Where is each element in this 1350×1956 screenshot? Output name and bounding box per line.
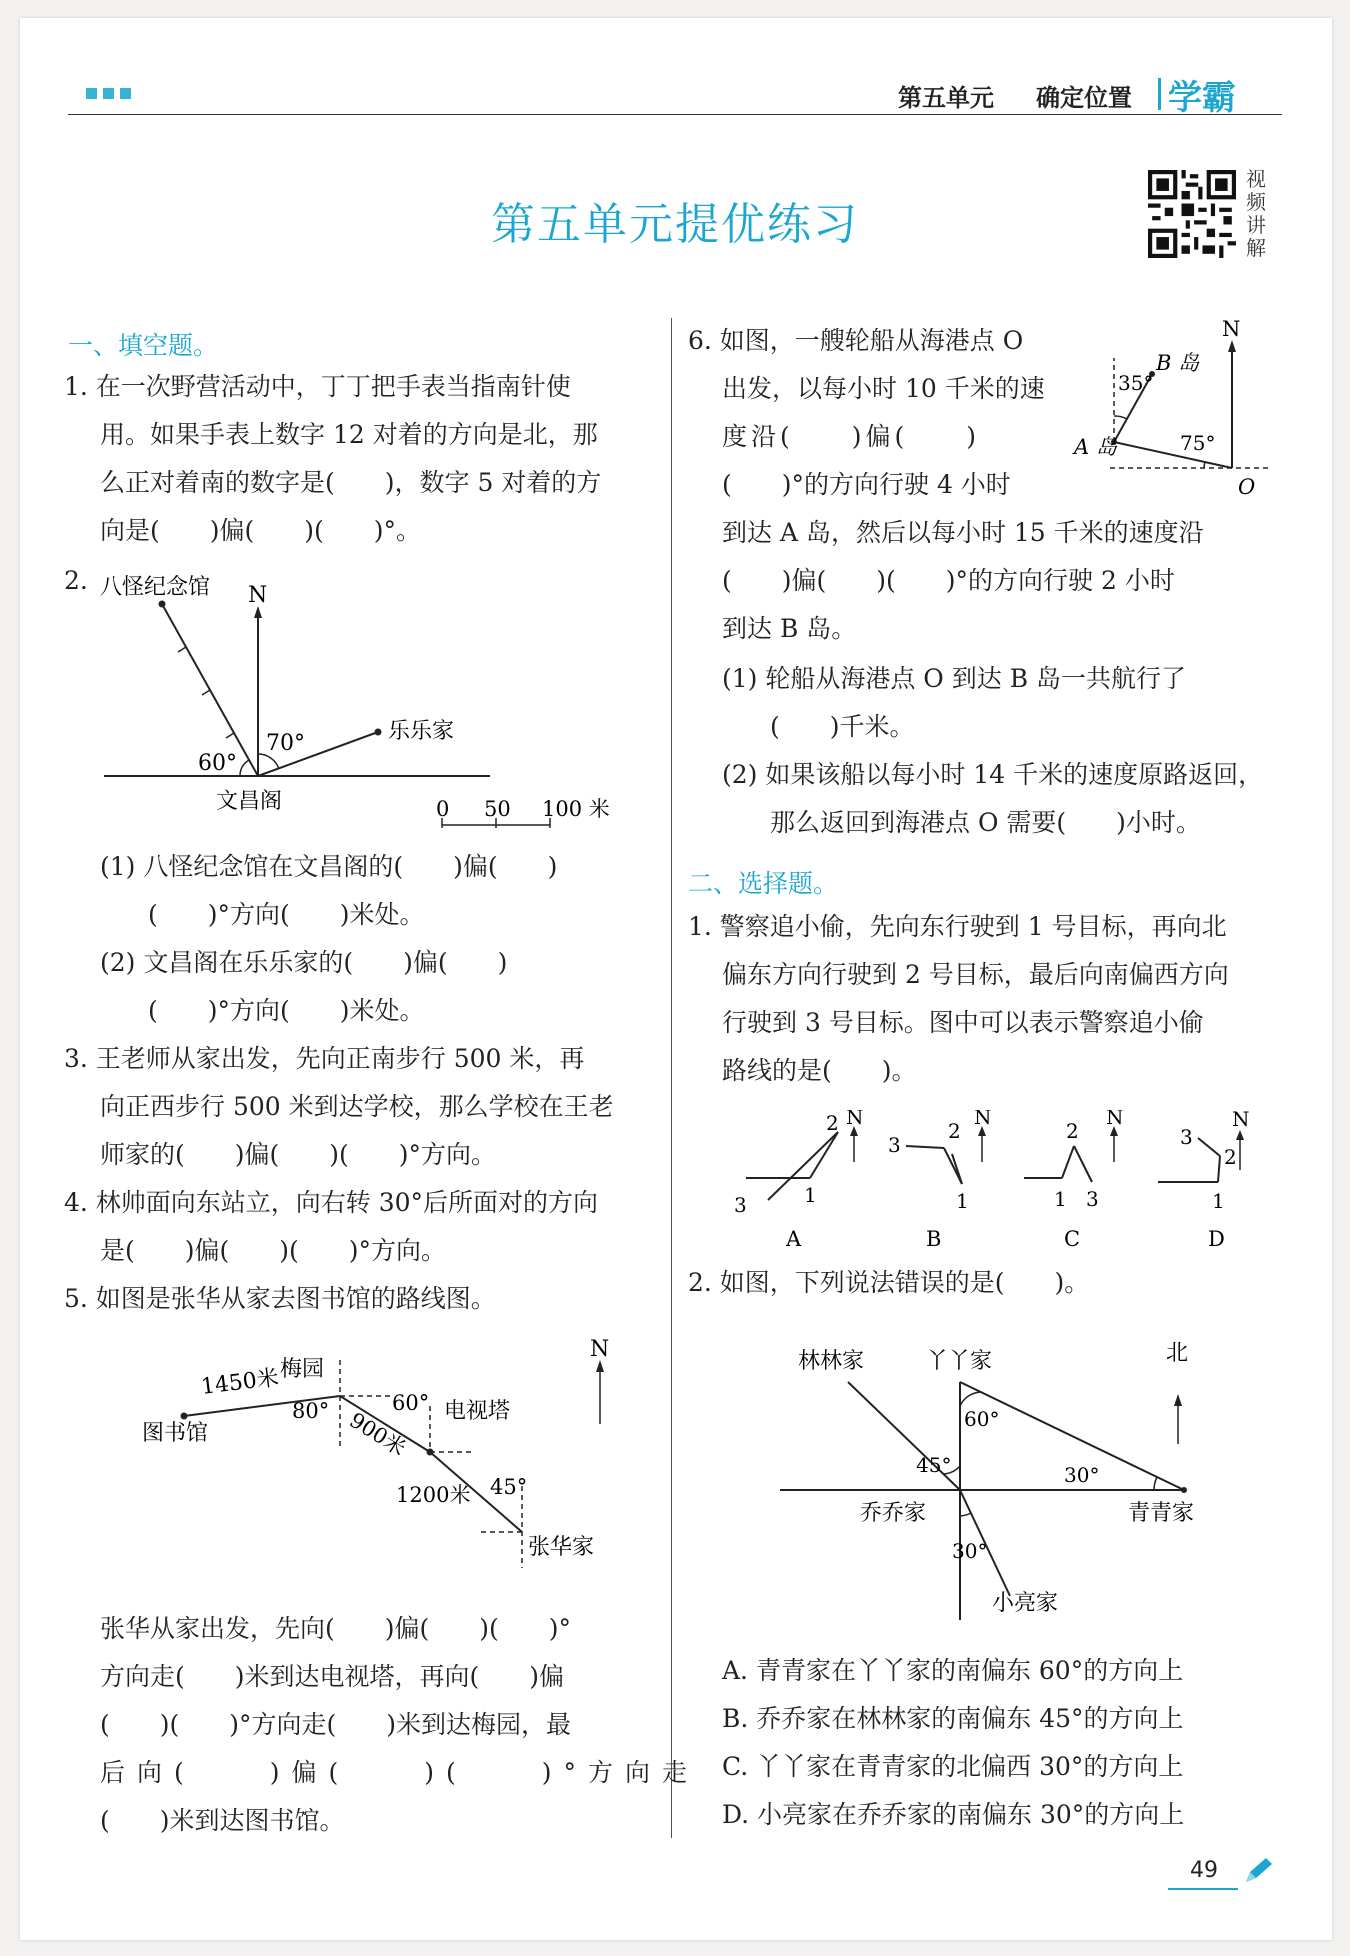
option-b-diagram — [888, 1110, 992, 1251]
q6-line: 到达 A 岛，然后以每小时 15 千米的速度沿 — [722, 518, 1204, 547]
q5-figure — [120, 1336, 640, 1576]
q6-line: 6. 如图，一艘轮船从海港点 O — [688, 326, 1024, 355]
point-2: 2 — [826, 1111, 839, 1135]
header-rule — [68, 114, 1282, 115]
q2-number: 2. — [64, 566, 88, 595]
q1-line: 向是( )偏( )( )°。 — [100, 516, 422, 545]
option-c-diagram — [1024, 1110, 1124, 1251]
option-d: D — [1208, 1227, 1225, 1251]
q6-figure — [1070, 318, 1280, 508]
q5-text-line: 方向走( )米到达电视塔，再向( )偏 — [100, 1662, 565, 1691]
label-tvtower: 电视塔 — [444, 1399, 511, 1424]
point-2: 2 — [948, 1119, 961, 1143]
option-d-diagram — [1158, 1110, 1250, 1251]
q3-line: 向正西步行 500 米到达学校，那么学校在王老 — [100, 1092, 614, 1121]
dist-1200: 1200米 — [396, 1483, 471, 1507]
q5-text-line: 张华从家出发，先向( )偏( )( )° — [100, 1614, 572, 1643]
dist-900: 900米 — [345, 1407, 410, 1461]
north-label: N — [846, 1110, 864, 1129]
q6-sub-line: ( )千米。 — [770, 712, 915, 741]
scale-100: 100 米 — [542, 797, 610, 821]
point-1: 1 — [804, 1183, 817, 1207]
q6-line: ( )°的方向行驶 4 小时 — [722, 470, 1011, 499]
angle-60: 60° — [392, 1391, 430, 1415]
q6-line: ( )偏( )( )°的方向行驶 2 小时 — [722, 566, 1175, 595]
label-qiaoqiao: 乔乔家 — [860, 1501, 927, 1526]
scale-50: 50 — [484, 797, 511, 821]
q2-figure — [90, 566, 650, 836]
q2-sub-line: (2) 文昌阁在乐乐家的( )偏( ) — [100, 948, 508, 977]
north-label: N — [590, 1337, 610, 1362]
q3-line: 3. 王老师从家出发，先向正南步行 500 米，再 — [64, 1044, 585, 1073]
q6-sub-line: (2) 如果该船以每小时 14 千米的速度原路返回， — [722, 760, 1264, 789]
q5-line: 5. 如图是张华从家去图书馆的路线图。 — [64, 1284, 496, 1313]
scale-0: 0 — [436, 797, 450, 821]
header-square — [103, 88, 114, 99]
column-divider — [671, 318, 672, 1838]
c2-option-d: D. 小亮家在乔乔家的南偏东 30°的方向上 — [722, 1800, 1185, 1829]
point-1: 1 — [1054, 1187, 1067, 1211]
angle-60: 60° — [964, 1407, 1000, 1431]
north-label: 北 — [1166, 1341, 1189, 1366]
section-heading-fill: 一、填空题。 — [68, 331, 219, 360]
q5-text-line: 后向( )偏( )( )°方向走 — [100, 1758, 700, 1787]
point-2: 2 — [1224, 1145, 1237, 1169]
q3-line: 师家的( )偏( )( )°方向。 — [100, 1140, 497, 1169]
c2-figure — [780, 1320, 1240, 1620]
qr-code-icon[interactable] — [1148, 170, 1236, 258]
header-square — [86, 88, 97, 99]
section-heading-choice: 二、选择题。 — [688, 869, 839, 898]
angle-30-qingqing: 30° — [1064, 1463, 1100, 1487]
option-c: C — [1064, 1227, 1081, 1251]
q6-sub-line: 那么返回到海港点 O 需要( )小时。 — [770, 808, 1201, 837]
angle-70: 70° — [266, 731, 305, 756]
q5-text-line: ( )( )°方向走( )米到达梅园，最 — [100, 1710, 572, 1739]
page-number-underline — [1168, 1888, 1238, 1890]
q1-line: 1. 在一次野营活动中，丁丁把手表当指南针使 — [64, 372, 571, 401]
dist-1450: 1450米 — [199, 1365, 281, 1400]
point-3: 3 — [1086, 1187, 1099, 1211]
north-label: N — [248, 583, 268, 608]
qr-label: 视频讲解 — [1246, 167, 1266, 260]
point-1: 1 — [1212, 1189, 1225, 1213]
option-a: A — [786, 1227, 802, 1251]
q6-line: 到达 B 岛。 — [722, 614, 857, 643]
c2-option-c: C. 丫丫家在青青家的北偏西 30°的方向上 — [722, 1752, 1184, 1781]
option-a-diagram — [734, 1110, 864, 1251]
label-linlin: 林林家 — [798, 1349, 865, 1374]
label-xiaoliang: 小亮家 — [992, 1591, 1059, 1616]
label-lele: 乐乐家 — [388, 719, 455, 744]
label-home: 张华家 — [528, 1535, 595, 1560]
angle-80: 80° — [292, 1399, 330, 1423]
c2-option-a: A. 青青家在丫丫家的南偏东 60°的方向上 — [722, 1656, 1184, 1685]
angle-60: 60° — [198, 751, 237, 776]
north-label: N — [974, 1110, 992, 1129]
north-label: N — [1106, 1110, 1124, 1129]
c2-line: 2. 如图，下列说法错误的是( )。 — [688, 1268, 1090, 1297]
q4-line: 4. 林帅面向东站立，向右转 30°后所面对的方向 — [64, 1188, 599, 1217]
brand-logo: 学霸 — [1168, 78, 1236, 118]
north-label: N — [1222, 318, 1241, 341]
header-topic: 确定位置 — [1036, 84, 1132, 112]
c1-line: 路线的是( )。 — [722, 1056, 917, 1085]
q1-line: 用。如果手表上数字 12 对着的方向是北，那 — [100, 420, 598, 449]
angle-35: 35° — [1118, 371, 1154, 395]
label-yaya: 丫丫家 — [926, 1349, 993, 1374]
c1-line: 行驶到 3 号目标。图中可以表示警察追小偷 — [722, 1008, 1204, 1037]
label-wenchang: 文昌阁 — [216, 789, 283, 814]
north-label: N — [1232, 1110, 1250, 1131]
header-square — [120, 88, 131, 99]
c1-line: 偏东方向行驶到 2 号目标，最后向南偏西方向 — [722, 960, 1229, 989]
q1-line: 么正对着南的数字是( )，数字 5 对着的方 — [100, 468, 602, 497]
page-title: 第五单元提优练习 — [491, 199, 859, 250]
label-b-island: B 岛 — [1156, 351, 1200, 375]
q2-sub-line: ( )°方向( )米处。 — [148, 900, 425, 929]
angle-75: 75° — [1180, 431, 1216, 455]
angle-45: 45° — [916, 1453, 952, 1477]
angle-45: 45° — [490, 1475, 528, 1499]
c1-line: 1. 警察追小偷，先向东行驶到 1 号目标，再向北 — [688, 912, 1227, 941]
brand-divider — [1158, 78, 1161, 110]
label-qingqing: 青青家 — [1128, 1501, 1195, 1526]
label-meiyuan: 梅园 — [280, 1357, 325, 1382]
q2-sub-line: (1) 八怪纪念馆在文昌阁的( )偏( ) — [100, 852, 558, 881]
point-1: 1 — [956, 1189, 969, 1213]
label-a-island: A 岛 — [1074, 435, 1117, 459]
page-number: 49 — [1190, 1858, 1218, 1883]
option-b: B — [926, 1227, 942, 1251]
point-3: 3 — [1180, 1125, 1193, 1149]
label-museum: 八怪纪念馆 — [100, 575, 211, 600]
point-3: 3 — [888, 1133, 901, 1157]
c1-figure — [724, 1110, 1284, 1260]
q5-text-line: ( )米到达图书馆。 — [100, 1806, 345, 1835]
q2-sub-line: ( )°方向( )米处。 — [148, 996, 425, 1025]
q6-line: 度沿( )偏( ) — [722, 422, 981, 451]
label-o: O — [1238, 475, 1256, 499]
label-library: 图书馆 — [142, 1421, 209, 1446]
point-2: 2 — [1066, 1119, 1079, 1143]
c2-option-b: B. 乔乔家在林林家的南偏东 45°的方向上 — [722, 1704, 1184, 1733]
header-unit: 第五单元 — [898, 84, 994, 112]
q6-line: 出发，以每小时 10 千米的速 — [722, 374, 1045, 403]
angle-30-xiaoliang: 30° — [952, 1539, 988, 1563]
q4-line: 是( )偏( )( )°方向。 — [100, 1236, 447, 1265]
q6-sub-line: (1) 轮船从海港点 O 到达 B 岛一共航行了 — [722, 664, 1187, 693]
pencil-icon — [1242, 1856, 1276, 1886]
point-3: 3 — [734, 1193, 747, 1217]
